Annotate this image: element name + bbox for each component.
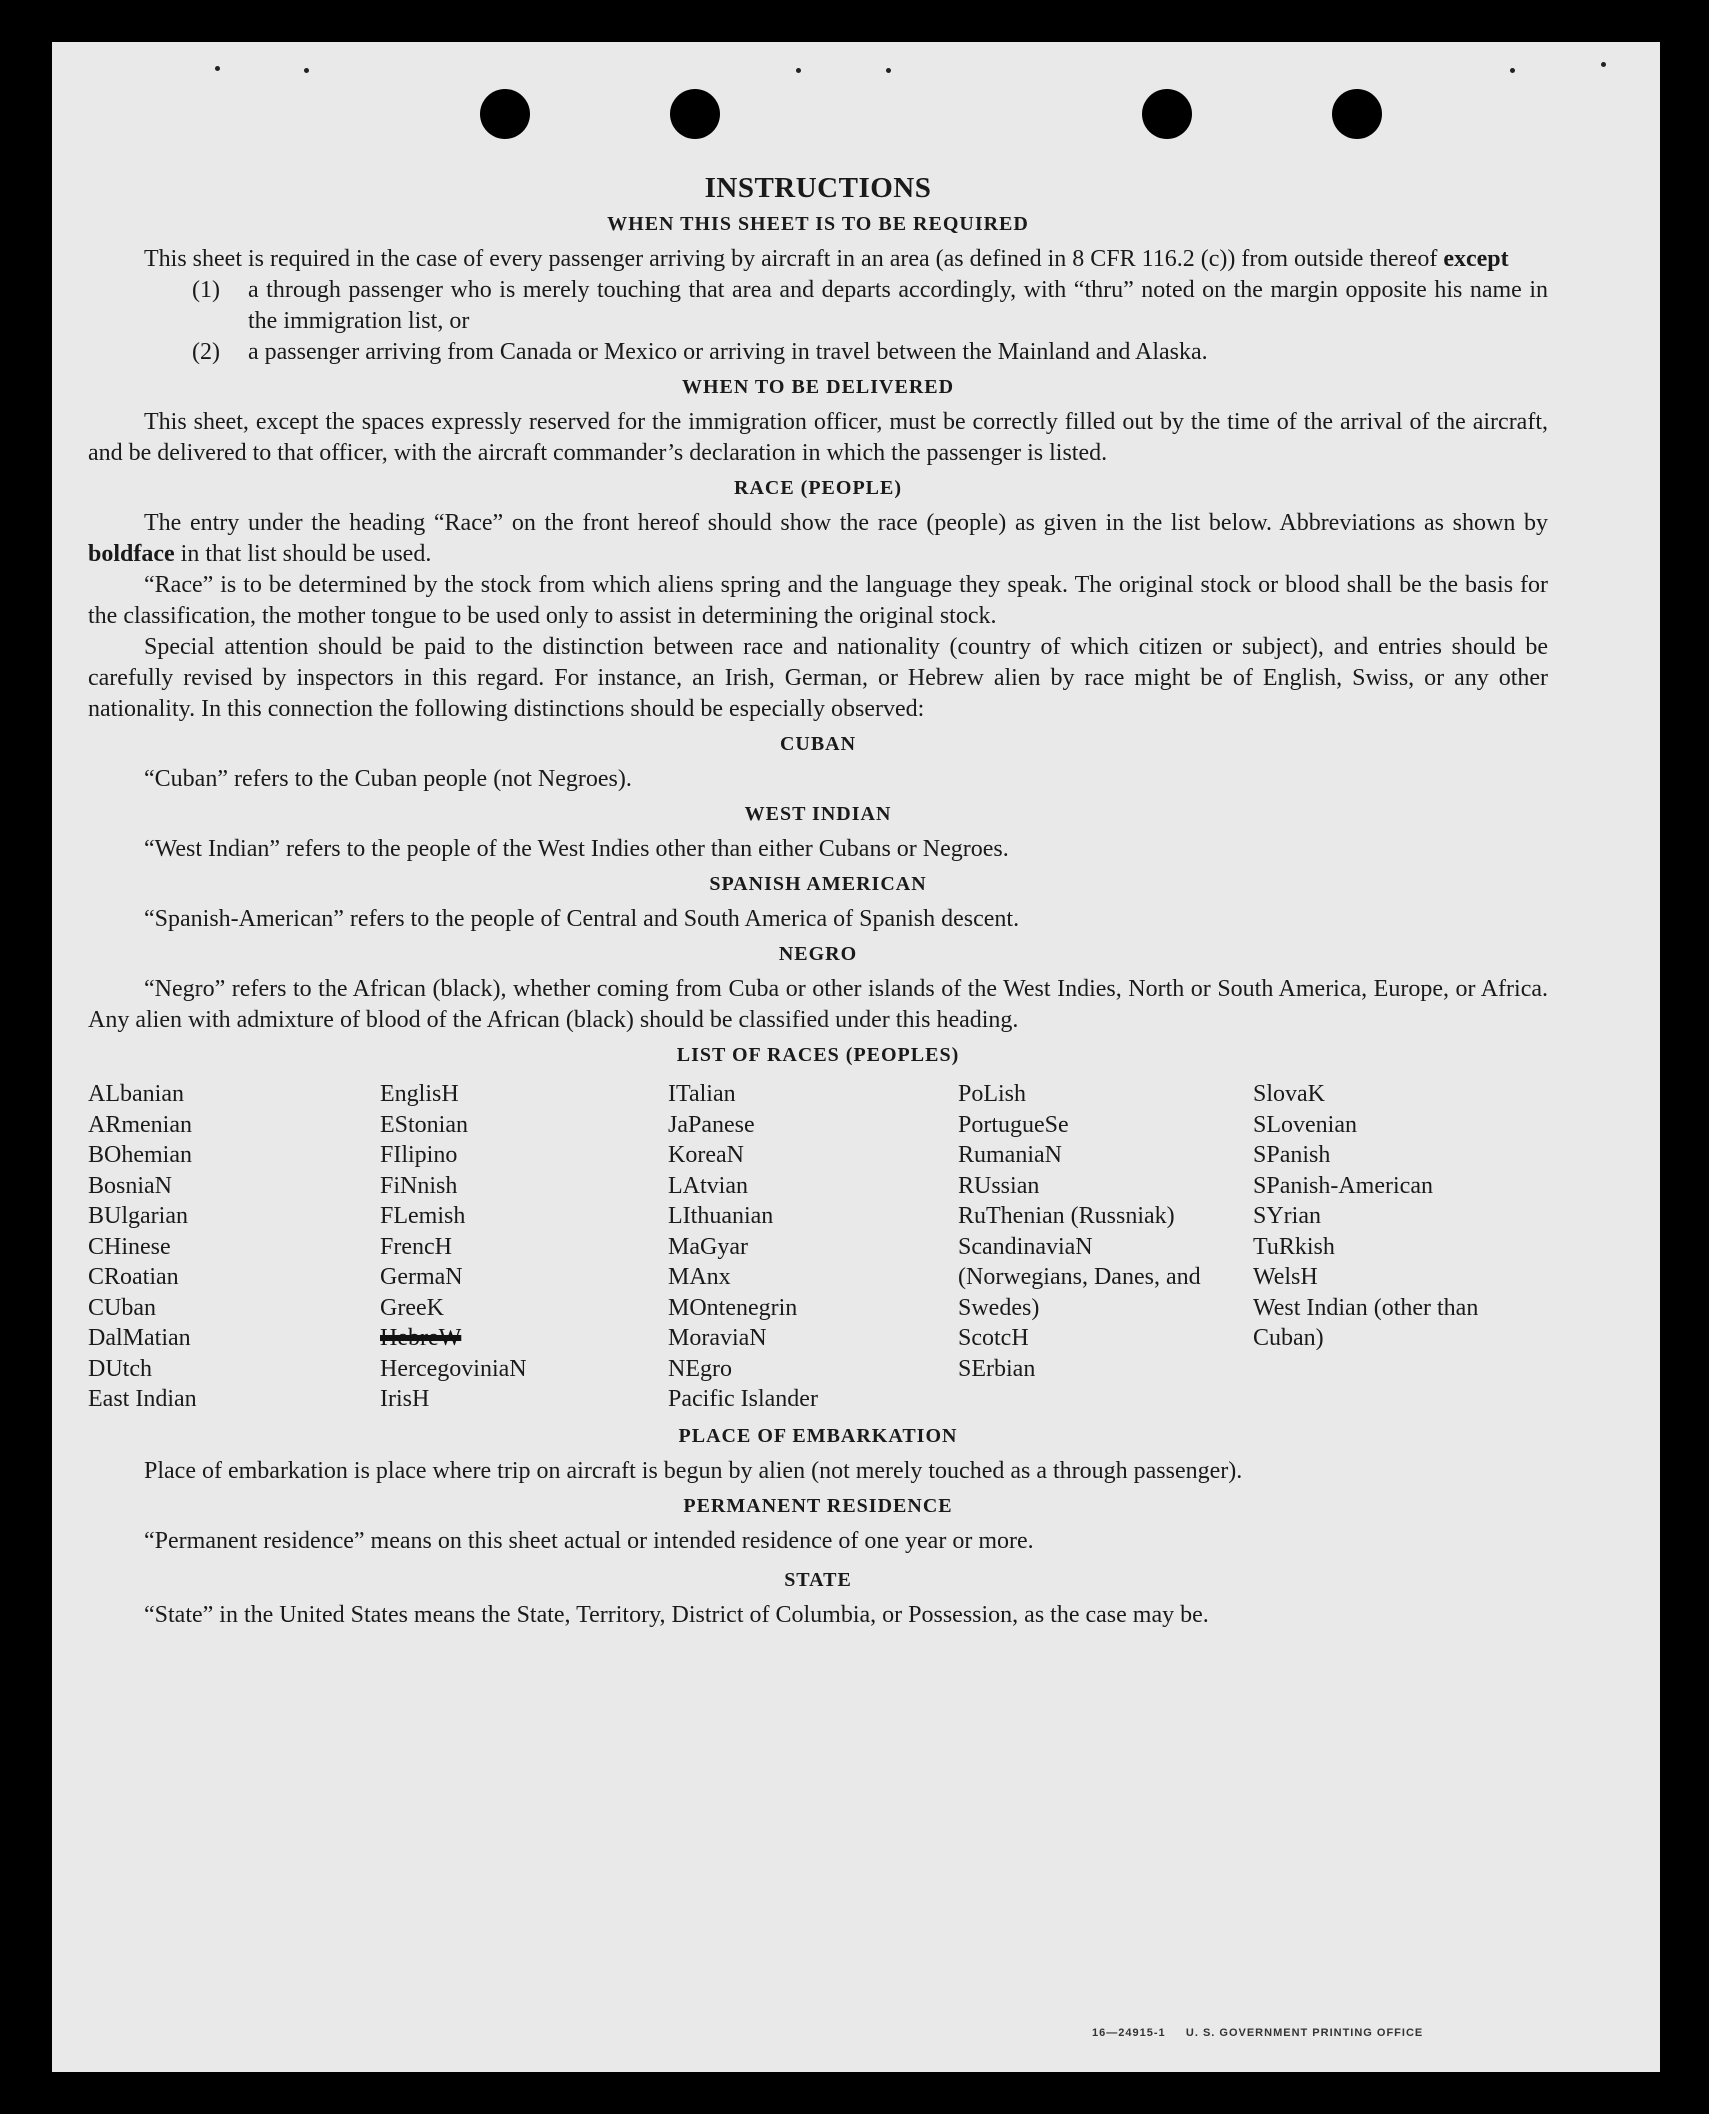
race-paragraph-1: The entry under the heading “Race” on the front hereof should show the race (people) as given in the list below. Abbreviations as shown by boldface in that list should be used. (88, 510, 1548, 567)
section-heading-races-list: LIST OF RACES (PEOPLES) (676, 1044, 960, 1066)
race-entry: SPanish-American (1253, 1172, 1433, 1199)
race-entry: CUban (88, 1294, 156, 1321)
speck (304, 68, 309, 73)
section-heading-cuban: CUBAN (779, 733, 857, 755)
section-heading-residence: PERMANENT RESIDENCE (683, 1494, 953, 1517)
race-entry: FIlipino (380, 1142, 458, 1168)
race-paragraph-3: Special attention should be paid to the distinction between race and nationality (country of which citizen or subject), and entries should be carefully revised by inspectors in this regard. For instance, an Irish, German, or Hebrew alien by race might be of English, Swiss, or any other nationality. In this connection the following distinctions should be especially observed: (88, 634, 1548, 722)
race-paragraph-2: “Race” is to be determined by the stock from which aliens spring and the language they speak. The original stock or blood shall be the basis for the classification, the mother tongue to be used only to assist in determining the original stock. (88, 572, 1548, 629)
race-entry: ScotcH (958, 1325, 1029, 1351)
embarkation-text: Place of embarkation is place where trip on aircraft is begun by alien (not merely touched as a through passenger). (144, 1457, 1243, 1484)
exception-item-2: (2) a passenger arriving from Canada or Mexico or arriving in travel between the Mainland and Alaska. (192, 339, 1208, 365)
race-entry: KoreaN (668, 1142, 744, 1168)
delivered-text: This sheet, except the spaces expressly reserved for the immigration officer, must be correctly filled out by the time of the arrival of the aircraft, and be delivered to that officer, with the aircraft commander’s declaration in which the passenger is listed. (88, 409, 1548, 466)
race-entry: BosniaN (88, 1172, 172, 1199)
race-entry: CRoatian (88, 1264, 179, 1290)
race-entry: RumaniaN (958, 1142, 1062, 1168)
page-title: INSTRUCTIONS (704, 172, 932, 204)
race-entry: RuThenian (Russniak) (958, 1203, 1175, 1229)
race-entry: DalMatian (88, 1325, 191, 1351)
section-heading-embarkation: PLACE OF EMBARKATION (678, 1424, 958, 1447)
races-column-3 (668, 1079, 958, 1415)
race-entry: FrencH (380, 1233, 452, 1260)
required-intro: This sheet is required in the case of every passenger arriving by aircraft in an area (as defined in 8 CFR 116.2 (c)) from outside thereof except (144, 246, 1509, 272)
race-entry: East Indian (88, 1386, 197, 1412)
race-entry: BUlgarian (88, 1203, 188, 1229)
race-entry: Pacific Islander (668, 1386, 818, 1412)
west-indian-text: “West Indian” refers to the people of the West Indies other than either Cubans or Negroes. (144, 836, 1009, 862)
race-entry: GermaN (380, 1264, 463, 1290)
punch-hole (1332, 89, 1382, 139)
race-entry: SLovenian (1253, 1111, 1357, 1138)
races-column-4 (958, 1079, 1253, 1415)
race-entry-struck: HebreW (380, 1325, 462, 1351)
state-text: “State” in the United States means the State, Territory, District of Columbia, or Possession, as the case may be. (144, 1601, 1209, 1628)
race-entry: EnglisH (380, 1081, 459, 1107)
residence-text: “Permanent residence” means on this sheet actual or intended residence of one year or more. (144, 1527, 1034, 1554)
race-entry: NEgro (668, 1355, 732, 1382)
race-entry: TuRkish (1253, 1233, 1335, 1260)
spanish-american-text: “Spanish-American” refers to the people of Central and South America of Spanish descent. (144, 906, 1020, 932)
race-entry: SlovaK (1253, 1081, 1325, 1107)
instructions-content (88, 172, 1548, 1631)
race-entry: SErbian (958, 1355, 1036, 1382)
races-list (88, 1079, 1548, 1415)
cuban-text: “Cuban” refers to the Cuban people (not Negroes). (144, 766, 632, 792)
speck (1601, 62, 1606, 67)
race-entry: DUtch (88, 1355, 152, 1382)
races-column-1 (88, 1079, 380, 1415)
race-entry: RUssian (958, 1172, 1040, 1199)
race-entry: CHinese (88, 1233, 171, 1260)
race-entry: GreeK (380, 1294, 444, 1321)
race-entry: MAnx (668, 1264, 731, 1290)
race-entry: LAtvian (668, 1172, 748, 1199)
speck (215, 66, 220, 71)
race-entry: West Indian (other than Cuban) (1253, 1294, 1479, 1351)
race-entry: EStonian (380, 1111, 468, 1138)
section-heading-negro: NEGRO (778, 943, 858, 965)
printer-footnote: 16—24915-1 U. S. GOVERNMENT PRINTING OFFICE (1092, 2027, 1424, 2039)
race-entry: IrisH (380, 1386, 430, 1412)
section-heading-west-indian: WEST INDIAN (744, 803, 892, 825)
punch-hole (670, 89, 720, 139)
race-entry: FLemish (380, 1203, 466, 1229)
race-entry: PortugueSe (958, 1111, 1069, 1138)
speck (886, 68, 891, 73)
punch-hole (480, 89, 530, 139)
negro-text: “Negro” refers to the African (black), whether coming from Cuba or other islands of the West Indies, North or South America, Europe, or Africa. Any alien with admixture of blood of the African (black) should be classified under this heading. (88, 976, 1548, 1033)
race-entry: HercegoviniaN (380, 1355, 527, 1382)
speck (1510, 68, 1515, 73)
races-column-5 (1253, 1079, 1548, 1415)
race-entry: LIthuanian (668, 1203, 774, 1229)
race-entry: MoraviaN (668, 1325, 767, 1351)
section-heading-spanish-american: SPANISH AMERICAN (709, 873, 927, 895)
race-entry: ScandinaviaN (Norwegians, Danes, and Swedes) (958, 1233, 1201, 1321)
section-heading-required: WHEN THIS SHEET IS TO BE REQUIRED (607, 213, 1029, 235)
race-entry: MaGyar (668, 1233, 748, 1260)
race-entry: ITalian (668, 1081, 736, 1107)
section-heading-delivered: WHEN TO BE DELIVERED (681, 376, 955, 398)
race-entry: BOhemian (88, 1142, 192, 1168)
race-entry: PoLish (958, 1081, 1027, 1107)
section-heading-state: STATE (784, 1568, 852, 1591)
exception-item-1: (1) a through passenger who is merely touching that area and departs accordingly, with “thru” noted on the margin opposite his name in the immigration list, or (192, 277, 1548, 334)
race-entry: ALbanian (88, 1081, 184, 1107)
races-column-2 (380, 1079, 668, 1415)
race-entry: SPanish (1253, 1142, 1331, 1168)
race-entry: JaPanese (668, 1111, 755, 1138)
race-entry: SYrian (1253, 1203, 1321, 1229)
race-entry: WelsH (1253, 1264, 1318, 1290)
race-entry: FiNnish (380, 1172, 458, 1199)
punch-hole (1142, 89, 1192, 139)
race-entry: ARmenian (88, 1111, 192, 1138)
document-sheet (52, 42, 1660, 2072)
race-entry: MOntenegrin (668, 1294, 798, 1321)
speck (796, 68, 801, 73)
section-heading-race: RACE (PEOPLE) (734, 477, 902, 499)
